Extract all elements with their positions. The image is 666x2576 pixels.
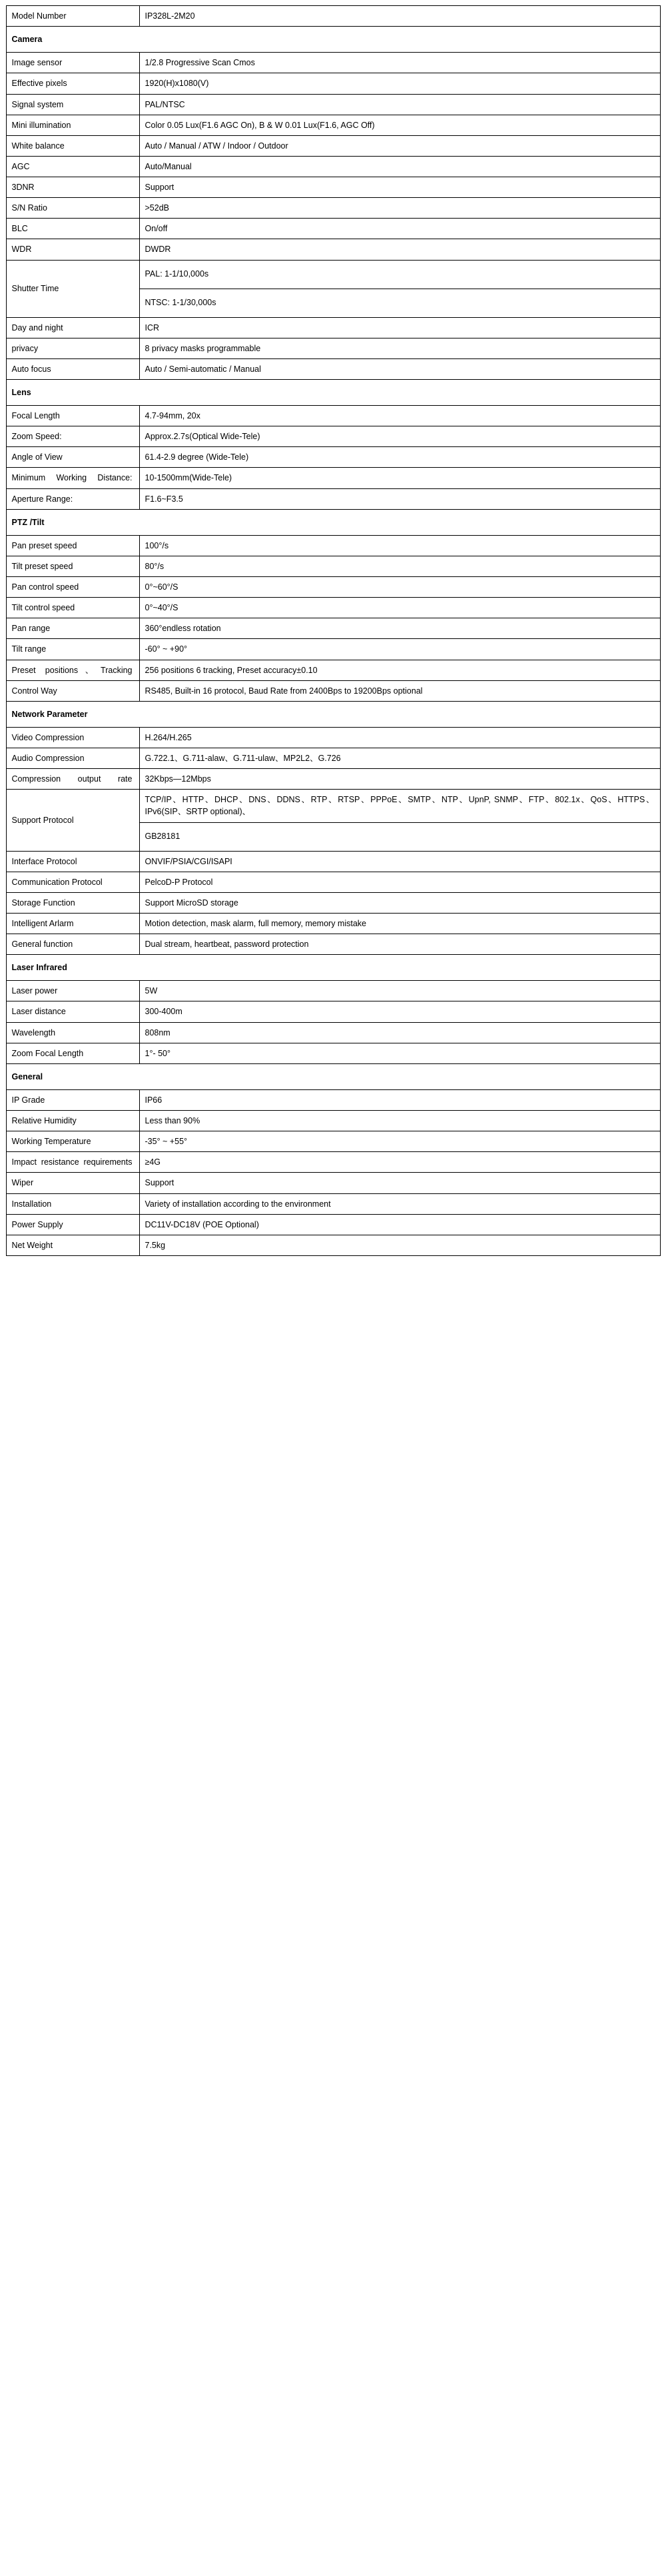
row-value: 0°~60°/S (139, 577, 660, 598)
table-row (6, 639, 660, 660)
table-row (6, 1022, 660, 1043)
table-row (6, 260, 660, 289)
table-row (6, 447, 660, 468)
row-label: 3DNR (6, 177, 139, 198)
table-row (6, 177, 660, 198)
specification-sheet (0, 5, 666, 2576)
row-value: Dual stream, heartbeat, password protection (139, 934, 660, 955)
section-header-label: General (6, 1063, 660, 1089)
table-row (6, 94, 660, 115)
table-row (6, 1043, 660, 1063)
row-label: AGC (6, 156, 139, 177)
row-value: Auto / Semi-automatic / Manual (139, 358, 660, 379)
row-label: Pan range (6, 618, 139, 639)
row-value: 80°/s (139, 556, 660, 576)
row-label: General function (6, 934, 139, 955)
row-value: 0°~40°/S (139, 598, 660, 618)
section-header-row (6, 1063, 660, 1089)
row-value: 32Kbps—12Mbps (139, 769, 660, 790)
specification-table-body (6, 6, 660, 1256)
table-row (6, 115, 660, 135)
row-value: 61.4-2.9 degree (Wide-Tele) (139, 447, 660, 468)
table-row (6, 769, 660, 790)
table-row (6, 406, 660, 426)
row-value: ONVIF/PSIA/CGI/ISAPI (139, 851, 660, 872)
table-row (6, 1173, 660, 1193)
section-header-row (6, 701, 660, 727)
row-label: Intelligent Arlarm (6, 913, 139, 934)
row-label: White balance (6, 135, 139, 156)
section-header-label: Lens (6, 379, 660, 405)
row-label: Tilt preset speed (6, 556, 139, 576)
section-header-label: Network Parameter (6, 701, 660, 727)
row-value: 100°/s (139, 535, 660, 556)
row-value: F1.6~F3.5 (139, 488, 660, 509)
section-header-label: Laser Infrared (6, 955, 660, 981)
row-label: Aperture Range: (6, 488, 139, 509)
table-row (6, 1152, 660, 1173)
table-row (6, 660, 660, 680)
row-label: Auto focus (6, 358, 139, 379)
table-row (6, 577, 660, 598)
row-value: PAL: 1-1/10,000s (139, 260, 660, 289)
row-value: 5W (139, 981, 660, 1001)
row-label: IP Grade (6, 1089, 139, 1110)
row-label: Video Compression (6, 727, 139, 748)
table-row (6, 727, 660, 748)
row-value: -35° ~ +55° (139, 1131, 660, 1152)
row-label: Working Temperature (6, 1131, 139, 1152)
row-value: 360°endless rotation (139, 618, 660, 639)
row-label: Pan control speed (6, 577, 139, 598)
row-label: Net Weight (6, 1235, 139, 1255)
row-label: Minimum Working Distance: (6, 468, 139, 488)
row-label: Tilt control speed (6, 598, 139, 618)
table-row (6, 1089, 660, 1110)
section-header-row (6, 955, 660, 981)
table-row (6, 748, 660, 769)
table-row (6, 219, 660, 239)
row-value: H.264/H.265 (139, 727, 660, 748)
row-label: Preset positions、Tracking (6, 660, 139, 680)
table-row (6, 1235, 660, 1255)
row-value: Variety of installation according to the environment (139, 1193, 660, 1214)
table-row (6, 790, 660, 822)
row-label: Effective pixels (6, 73, 139, 94)
row-value: 256 positions 6 tracking, Preset accuracy±0.10 (139, 660, 660, 680)
table-row (6, 535, 660, 556)
row-label: Model Number (6, 6, 139, 27)
table-row (6, 53, 660, 73)
row-value: DWDR (139, 239, 660, 260)
table-row (6, 598, 660, 618)
row-value: ≥4G (139, 1152, 660, 1173)
row-value: -60° ~ +90° (139, 639, 660, 660)
section-header-label: PTZ /Tilt (6, 509, 660, 535)
row-label: privacy (6, 338, 139, 358)
table-row (6, 680, 660, 701)
row-value: 7.5kg (139, 1235, 660, 1255)
row-label: Focal Length (6, 406, 139, 426)
row-label: Wavelength (6, 1022, 139, 1043)
row-value: Auto / Manual / ATW / Indoor / Outdoor (139, 135, 660, 156)
row-value: Approx.2.7s(Optical Wide-Tele) (139, 426, 660, 447)
row-label: Day and night (6, 317, 139, 338)
row-value: Motion detection, mask alarm, full memory, memory mistake (139, 913, 660, 934)
table-row (6, 981, 660, 1001)
row-label: Installation (6, 1193, 139, 1214)
table-row (6, 1193, 660, 1214)
row-label: Signal system (6, 94, 139, 115)
table-row (6, 851, 660, 872)
section-header-label: Camera (6, 27, 660, 53)
table-row (6, 338, 660, 358)
row-label: Control Way (6, 680, 139, 701)
row-value: PelcoD-P Protocol (139, 872, 660, 892)
row-label: Zoom Focal Length (6, 1043, 139, 1063)
row-label: Compression output rate (6, 769, 139, 790)
row-value: G.722.1、G.711-alaw、G.711-ulaw、MP2L2、G.726 (139, 748, 660, 769)
row-value: NTSC: 1-1/30,000s (139, 289, 660, 317)
row-label: Laser distance (6, 1001, 139, 1022)
row-value: 1°- 50° (139, 1043, 660, 1063)
table-row (6, 468, 660, 488)
row-label: BLC (6, 219, 139, 239)
row-value: IP328L-2M20 (139, 6, 660, 27)
row-value: DC11V-DC18V (POE Optional) (139, 1214, 660, 1235)
row-value: 300-400m (139, 1001, 660, 1022)
row-value: 808nm (139, 1022, 660, 1043)
row-label: Tilt range (6, 639, 139, 660)
row-value: 4.7-94mm, 20x (139, 406, 660, 426)
row-value: RS485, Built-in 16 protocol, Baud Rate from 2400Bps to 19200Bps optional (139, 680, 660, 701)
table-row (6, 156, 660, 177)
table-row (6, 6, 660, 27)
row-value: Support (139, 1173, 660, 1193)
row-label: Support Protocol (6, 790, 139, 851)
row-value: IP66 (139, 1089, 660, 1110)
table-row (6, 1001, 660, 1022)
row-value: Color 0.05 Lux(F1.6 AGC On), B & W 0.01 Lux(F1.6, AGC Off) (139, 115, 660, 135)
specification-table (6, 5, 661, 1256)
row-label: Communication Protocol (6, 872, 139, 892)
table-row (6, 426, 660, 447)
table-row (6, 556, 660, 576)
row-label: Angle of View (6, 447, 139, 468)
row-label: Relative Humidity (6, 1111, 139, 1131)
row-label: Interface Protocol (6, 851, 139, 872)
row-value: On/off (139, 219, 660, 239)
row-value: PAL/NTSC (139, 94, 660, 115)
row-value: 1920(H)x1080(V) (139, 73, 660, 94)
row-value: ICR (139, 317, 660, 338)
row-label: Laser power (6, 981, 139, 1001)
row-value: 10-1500mm(Wide-Tele) (139, 468, 660, 488)
table-row (6, 239, 660, 260)
row-label: Zoom Speed: (6, 426, 139, 447)
row-label: Wiper (6, 1173, 139, 1193)
section-header-row (6, 379, 660, 405)
row-value: 8 privacy masks programmable (139, 338, 660, 358)
table-row (6, 892, 660, 913)
row-value: Less than 90% (139, 1111, 660, 1131)
table-row (6, 913, 660, 934)
row-label: Pan preset speed (6, 535, 139, 556)
section-header-row (6, 27, 660, 53)
table-row (6, 934, 660, 955)
table-row (6, 1214, 660, 1235)
row-label: WDR (6, 239, 139, 260)
row-label: S/N Ratio (6, 198, 139, 219)
row-value: TCP/IP、HTTP、DHCP、DNS、DDNS、RTP、RTSP、PPPoE、SMTP、NTP、UpnP, SNMP、FTP、802.1x、QoS、HTTPS、IPv6(SIP、SRTP optional)、 (139, 790, 660, 822)
row-label: Shutter Time (6, 260, 139, 317)
row-label: Mini illumination (6, 115, 139, 135)
table-row (6, 872, 660, 892)
table-row (6, 317, 660, 338)
row-value: >52dB (139, 198, 660, 219)
row-value: Auto/Manual (139, 156, 660, 177)
row-label: Power Supply (6, 1214, 139, 1235)
row-label: Audio Compression (6, 748, 139, 769)
table-row (6, 73, 660, 94)
table-row (6, 488, 660, 509)
row-value: Support (139, 177, 660, 198)
row-label: Storage Function (6, 892, 139, 913)
table-row (6, 358, 660, 379)
section-header-row (6, 509, 660, 535)
row-value: GB28181 (139, 822, 660, 851)
row-value: 1/2.8 Progressive Scan Cmos (139, 53, 660, 73)
table-row (6, 1131, 660, 1152)
row-label: Impact resistance requirements (6, 1152, 139, 1173)
row-label: Image sensor (6, 53, 139, 73)
table-row (6, 618, 660, 639)
row-value: Support MicroSD storage (139, 892, 660, 913)
table-row (6, 1111, 660, 1131)
table-row (6, 135, 660, 156)
table-row (6, 198, 660, 219)
